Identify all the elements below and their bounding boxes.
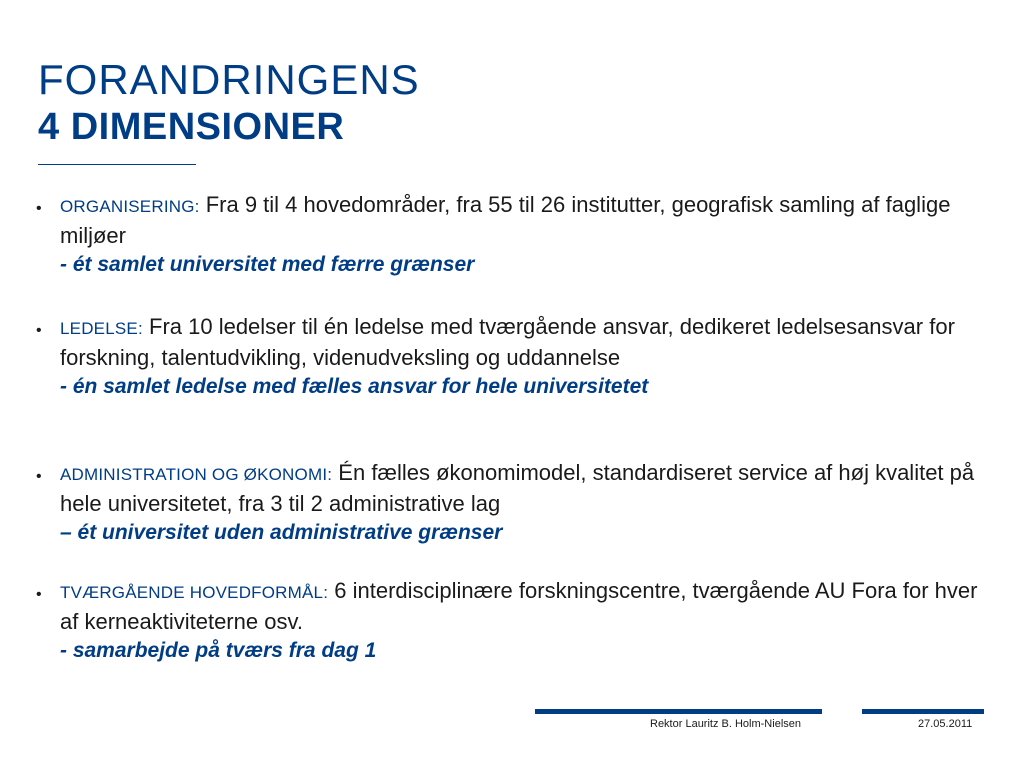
bullet-dot-icon: • — [36, 586, 42, 603]
bullet-label: LEDELSE: — [60, 319, 143, 338]
bullet-text: 6 interdisciplinære forskningscentre, tværgående AU Fora for hver af kerneaktiviteterne osv. — [60, 578, 978, 634]
bullet-tagline: – ét universitet uden administrative grænser — [60, 521, 503, 544]
bullet-dot-icon: • — [36, 322, 42, 339]
bullet-tagline: - ét samlet universitet med færre grænser — [60, 253, 475, 276]
title-underline — [38, 164, 196, 165]
footer-date: 27.05.2011 — [918, 718, 973, 730]
bullet-dot-icon: • — [36, 468, 42, 485]
slide-title-line2: 4 DIMENSIONER — [38, 106, 345, 148]
bullet-text: Én fælles økonomimodel, standardiseret service af høj kvalitet på hele universitetet, fra 3 til 2 administrative lag — [60, 460, 975, 516]
footer-author: Rektor Lauritz B. Holm-Nielsen — [650, 718, 801, 730]
footer-bar-right — [862, 709, 984, 714]
bullet-label: ADMINISTRATION OG ØKONOMI: — [60, 465, 333, 484]
bullet-dot-icon: • — [36, 200, 42, 217]
bullet-text: Fra 9 til 4 hovedområder, fra 55 til 26 institutter, geografisk samling af faglige miljøer — [60, 192, 951, 248]
bullet-tagline: - én samlet ledelse med fælles ansvar for hele universitetet — [60, 375, 649, 398]
footer-bar-left — [535, 709, 822, 714]
slide-title-line1: FORANDRINGENS — [38, 56, 420, 103]
bullet-label: ORGANISERING: — [60, 197, 200, 216]
bullet-label: TVÆRGÅENDE HOVEDFORMÅL: — [60, 583, 329, 602]
bullet-tagline: - samarbejde på tværs fra dag 1 — [60, 639, 377, 662]
bullet-text: Fra 10 ledelser til én ledelse med tværgående ansvar, dedikeret ledelsesansvar for forskning, talentudvikling, videnudveksling og uddannelse — [60, 314, 955, 370]
